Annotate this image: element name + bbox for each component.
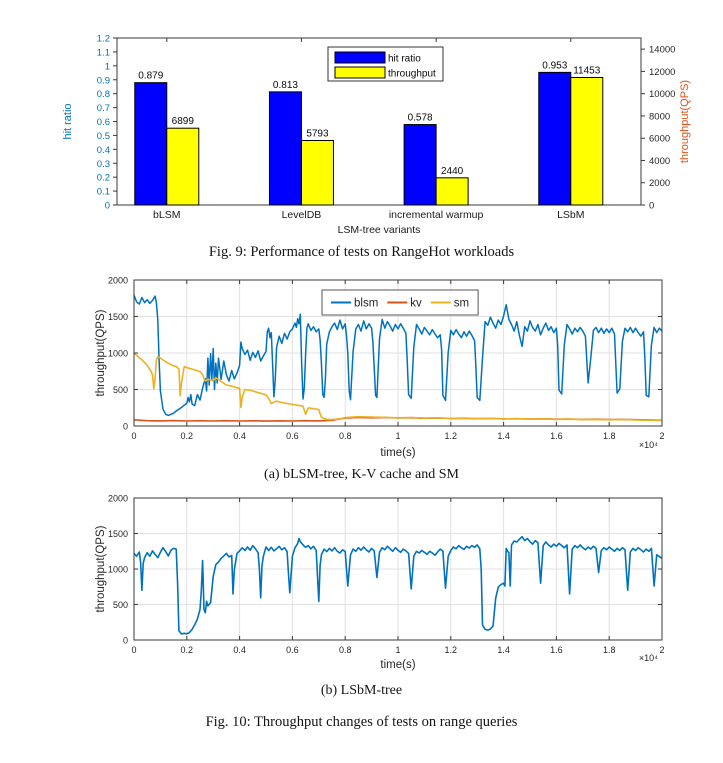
right-tick-label: 14000 xyxy=(649,44,676,56)
legend xyxy=(322,290,478,315)
figure9-caption: Fig. 9: Performance of tests on RangeHot workloads xyxy=(208,244,515,260)
x-axis-label: time(s) xyxy=(380,447,416,459)
x-exponent-label: ×10⁴ xyxy=(638,440,658,450)
bar-value-label: 0.953 xyxy=(542,60,568,72)
bar-throughput-incremental warmup xyxy=(436,178,468,205)
left-tick-label: 0.5 xyxy=(96,130,110,142)
bar-value-label: 0.578 xyxy=(407,112,433,124)
left-tick-label: 1.2 xyxy=(96,33,110,45)
x-tick-label: 1.4 xyxy=(497,431,510,441)
x-tick-label: 2 xyxy=(659,645,665,655)
y-axis-label: throughput(QPS) xyxy=(95,525,107,613)
figure10b-caption: (b) LSbM-tree xyxy=(320,683,403,698)
fig10b-line-chart xyxy=(95,494,665,672)
x-tick-label: 1 xyxy=(395,431,401,441)
x-tick-label: 1 xyxy=(395,645,401,655)
bar-hit-ratio-bLSM xyxy=(135,83,167,205)
y-tick-label: 1000 xyxy=(107,564,128,575)
bar-throughput-bLSM xyxy=(167,128,199,205)
left-tick-label: 0.6 xyxy=(96,117,110,128)
right-tick-label: 0 xyxy=(649,200,655,212)
left-tick-label: 0.7 xyxy=(96,103,110,115)
x-tick-label: 0.6 xyxy=(286,645,299,655)
bar-hit-ratio-incremental warmup xyxy=(404,125,436,205)
left-tick-label: 0.3 xyxy=(96,158,110,170)
left-tick-label: 0.9 xyxy=(96,75,110,87)
bar-value-label: 0.879 xyxy=(138,70,164,82)
category-label: incremental warmup xyxy=(388,209,484,221)
x-axis-label: LSM-tree variants xyxy=(337,224,421,236)
legend-swatch-hit ratio xyxy=(335,52,385,63)
left-tick-label: 1.1 xyxy=(96,47,110,59)
legend-swatch-throughput xyxy=(335,67,385,78)
right-tick-label: 8000 xyxy=(649,111,671,123)
legend xyxy=(328,47,443,81)
bar-value-label: 0.813 xyxy=(272,79,298,91)
category-label: LSbM xyxy=(557,209,585,221)
y-tick-label: 1500 xyxy=(107,312,128,322)
x-tick-label: 1.6 xyxy=(550,431,563,441)
figure10-caption: Fig. 10: Throughput changes of tests on range queries xyxy=(205,714,518,730)
x-tick-label: 1.2 xyxy=(444,645,458,655)
right-tick-label: 4000 xyxy=(649,155,671,167)
figure10a-caption: (a) bLSM-tree, K-V cache and SM xyxy=(264,467,459,482)
x-tick-label: 0 xyxy=(131,431,137,441)
bar-value-label: 6899 xyxy=(171,116,194,128)
x-tick-label: 0.8 xyxy=(338,431,352,441)
left-axis-label: hit ratio xyxy=(62,103,74,140)
x-tick-label: 1.8 xyxy=(602,645,616,655)
fig10a-line-chart xyxy=(95,276,665,460)
right-axis-label: throughput(QPS) xyxy=(679,79,691,164)
x-tick-label: 2 xyxy=(659,431,665,441)
legend-label: hit ratio xyxy=(388,53,421,65)
left-tick-label: 0 xyxy=(104,200,110,212)
x-tick-label: 0 xyxy=(131,645,137,655)
x-tick-label: 0.4 xyxy=(233,431,246,441)
y-tick-label: 500 xyxy=(112,600,128,610)
legend-label: blsm xyxy=(354,297,379,310)
bar-value-label: 5793 xyxy=(306,128,329,140)
x-tick-label: 1.8 xyxy=(602,431,616,441)
x-tick-label: 0.8 xyxy=(338,645,352,655)
y-tick-label: 2000 xyxy=(107,493,128,504)
y-tick-label: 0 xyxy=(122,421,128,432)
y-tick-label: 0 xyxy=(122,635,128,646)
right-tick-label: 2000 xyxy=(649,178,671,190)
left-tick-label: 0.1 xyxy=(96,186,110,198)
x-tick-label: 0.2 xyxy=(180,645,194,655)
y-axis-label: throughput(QPS) xyxy=(95,309,107,397)
right-tick-label: 10000 xyxy=(649,89,676,101)
bar-throughput-LevelDB xyxy=(301,141,333,205)
grid xyxy=(134,498,662,640)
x-tick-label: 1.6 xyxy=(550,645,563,655)
bar-value-label: 11453 xyxy=(573,65,601,77)
x-tick-label: 0.4 xyxy=(233,645,246,655)
x-exponent-label: ×10⁴ xyxy=(638,653,658,663)
x-tick-label: 1.4 xyxy=(497,645,510,655)
right-tick-label: 6000 xyxy=(649,133,671,145)
left-tick-label: 0.4 xyxy=(96,144,110,156)
category-label: LevelDB xyxy=(281,209,322,221)
x-axis-label: time(s) xyxy=(380,659,416,671)
x-tick-label: 1.2 xyxy=(444,431,458,441)
left-tick-label: 0.2 xyxy=(96,172,110,184)
legend-label: sm xyxy=(453,297,470,310)
category-label: bLSM xyxy=(153,209,181,221)
bar-hit-ratio-LevelDB xyxy=(269,92,301,205)
x-tick-label: 0.2 xyxy=(180,431,194,441)
bar-throughput-LSbM xyxy=(571,77,603,205)
legend-label: throughput xyxy=(388,68,436,80)
y-tick-label: 2000 xyxy=(107,275,128,286)
y-tick-label: 500 xyxy=(112,385,128,395)
left-tick-label: 1 xyxy=(104,61,110,73)
y-tick-label: 1500 xyxy=(107,529,128,539)
fig9-bar-chart xyxy=(62,34,691,237)
bar-hit-ratio-LSbM xyxy=(539,72,571,205)
left-tick-label: 0.8 xyxy=(96,89,110,101)
y-tick-label: 1000 xyxy=(107,348,128,359)
x-tick-label: 0.6 xyxy=(286,431,299,441)
bar-value-label: 2440 xyxy=(440,165,464,177)
right-tick-label: 12000 xyxy=(649,66,676,78)
legend-label: kv xyxy=(410,297,422,310)
